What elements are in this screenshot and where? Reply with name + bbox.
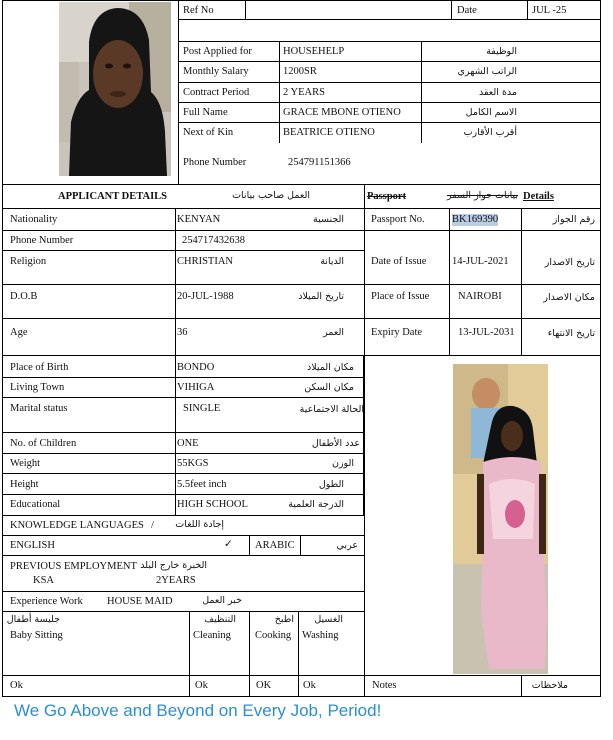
skill-baby-sitting: Baby Sitting <box>10 630 63 641</box>
english-label: ENGLISH <box>10 540 55 551</box>
place-of-issue-ar: مكان الاصدار <box>543 292 595 303</box>
living-town-ar: مكان السكن <box>304 382 354 393</box>
phone-number-value: 254791151366 <box>288 157 351 168</box>
place-of-issue-value: NAIROBI <box>458 291 502 302</box>
skill-cooking: Cooking <box>255 630 292 641</box>
post-applied-ar: الوظيفة <box>486 46 517 57</box>
age-ar: العمر <box>323 327 344 338</box>
dob-label: D.O.B <box>10 291 38 302</box>
date-of-issue-value: 14-JUL-2021 <box>452 256 509 267</box>
marital-status-label: Marital status <box>10 403 68 414</box>
weight-value: 55KGS <box>177 458 209 469</box>
educational-label: Educational <box>10 499 61 510</box>
religion-value: CHRISTIAN <box>177 256 234 267</box>
expiry-date-ar: تاريخ الانتهاء <box>547 328 595 339</box>
experience-value: HOUSE MAID <box>107 596 173 607</box>
arabic-ar: عربي <box>336 540 358 551</box>
religion-ar: الديانة <box>320 256 344 267</box>
passport-no-value: BK169390 <box>452 214 499 225</box>
post-applied-value: HOUSEHELP <box>283 46 345 57</box>
languages-title: KNOWLEDGE LANGUAGES <box>10 520 144 531</box>
living-town-value: VIHIGA <box>177 382 215 393</box>
nationality-label: Nationality <box>10 214 58 225</box>
applicant-headshot-photo <box>59 2 171 176</box>
languages-title-ar: إجادة اللغات <box>175 519 224 530</box>
full-name-ar: الاسم الكامل <box>465 107 517 118</box>
marital-status-ar: الحالة الاجتماعية <box>299 404 364 415</box>
skill-washing-ar: الغسيل <box>314 614 343 625</box>
height-label: Height <box>10 479 39 490</box>
phone-label: Phone Number <box>10 235 74 246</box>
skill-baby-sitting-ar: جليسة أطفال <box>6 614 60 625</box>
applicant-details-heading-ar: العمل صاحب بيانات <box>232 190 310 201</box>
notes-label: Notes <box>372 680 397 691</box>
nationality-value: KENYAN <box>177 214 221 225</box>
expiry-date-value: 13-JUL-2031 <box>458 327 515 338</box>
passport-no-ar: رقم الجواز <box>552 214 595 225</box>
english-check-icon: ✓ <box>224 539 233 550</box>
living-town-label: Living Town <box>10 382 65 393</box>
marital-status-value: SINGLE <box>183 403 221 414</box>
previous-employment-ar: الخبرة خارج البلد <box>140 560 207 571</box>
educational-ar: الدرجة العلمية <box>288 499 344 510</box>
skill-cleaning-ar: التنظيف <box>204 614 236 625</box>
experience-label: Experience Work <box>10 596 83 607</box>
applicant-details-heading: APPLICANT DETAILS <box>58 191 168 202</box>
dob-ar: تاريخ الميلاد <box>298 291 344 302</box>
previous-years: 2YEARS <box>156 575 196 586</box>
next-of-kin-label: Next of Kin <box>183 127 234 138</box>
passport-no-label: Passport No. <box>371 214 425 225</box>
full-name-label: Full Name <box>183 107 228 118</box>
age-value: 36 <box>177 327 188 338</box>
place-of-birth-label: Place of Birth <box>10 362 69 373</box>
skill-washing-ok: Ok <box>303 680 316 691</box>
ref-no-label: Ref No <box>183 5 214 16</box>
children-ar: عدد الأطفال <box>311 438 360 449</box>
weight-label: Weight <box>10 458 41 469</box>
next-of-kin-value: BEATRICE OTIENO <box>283 127 375 138</box>
contract-period-label: Contract Period <box>183 87 250 98</box>
applicant-full-body-photo <box>453 364 548 674</box>
religion-label: Religion <box>10 256 47 267</box>
skill-cooking-ar: اطبخ <box>274 614 294 625</box>
next-of-kin-ar: أقرب الأقارب <box>463 127 517 138</box>
arabic-label: ARABIC <box>255 540 295 551</box>
experience-ar: خبر العمل <box>202 595 242 606</box>
details-heading: Details <box>523 191 554 202</box>
place-of-birth-value: BONDO <box>177 362 215 373</box>
monthly-salary-ar: الراتب الشهري <box>457 66 517 77</box>
notes-ar: ملاحظات <box>531 680 568 691</box>
contract-period-value: 2 YEARS <box>283 87 325 98</box>
children-label: No. of Children <box>10 438 77 449</box>
nationality-ar: الجنسية <box>313 214 344 225</box>
height-value: 5.5feet inch <box>177 479 227 490</box>
date-label: Date <box>457 5 477 16</box>
full-name-value: GRACE MBONE OTIENO <box>283 107 401 118</box>
expiry-date-label: Expiry Date <box>371 327 423 338</box>
date-value: JUL -25 <box>532 5 567 16</box>
monthly-salary-value: 1200SR <box>283 66 317 77</box>
date-of-issue-ar: تاريخ الاصدار <box>544 257 595 268</box>
phone-number-label: Phone Number <box>183 157 247 168</box>
phone-value: 254717432638 <box>182 235 245 246</box>
height-ar: الطول <box>318 479 344 490</box>
weight-ar: الوزن <box>331 458 354 469</box>
dob-value: 20-JUL-1988 <box>177 291 234 302</box>
languages-slash: / <box>151 520 154 531</box>
previous-country: KSA <box>33 575 55 586</box>
passport-heading: Passport <box>367 191 407 202</box>
skill-cooking-ok: OK <box>256 680 272 691</box>
contract-period-ar: مدة العقد <box>479 87 517 98</box>
skill-cleaning-ok: Ok <box>195 680 208 691</box>
age-label: Age <box>10 327 28 338</box>
skill-washing: Washing <box>302 630 339 641</box>
date-of-issue-label: Date of Issue <box>371 256 427 267</box>
skill-baby-sitting-ok: Ok <box>10 680 23 691</box>
place-of-birth-ar: مكان الميلاد <box>306 362 354 373</box>
skill-cleaning: Cleaning <box>193 630 231 641</box>
post-applied-label: Post Applied for <box>183 46 252 57</box>
footer-slogan: We Go Above and Beyond on Every Job, Period! <box>14 701 382 720</box>
children-value: ONE <box>177 438 199 449</box>
place-of-issue-label: Place of Issue <box>371 291 430 302</box>
monthly-salary-label: Monthly Salary <box>183 66 249 77</box>
previous-employment-title: PREVIOUS EMPLOYMENT <box>10 561 137 572</box>
educational-value: HIGH SCHOOL <box>177 499 248 510</box>
passport-heading-ar: بيانات جواز السفر <box>447 190 518 201</box>
